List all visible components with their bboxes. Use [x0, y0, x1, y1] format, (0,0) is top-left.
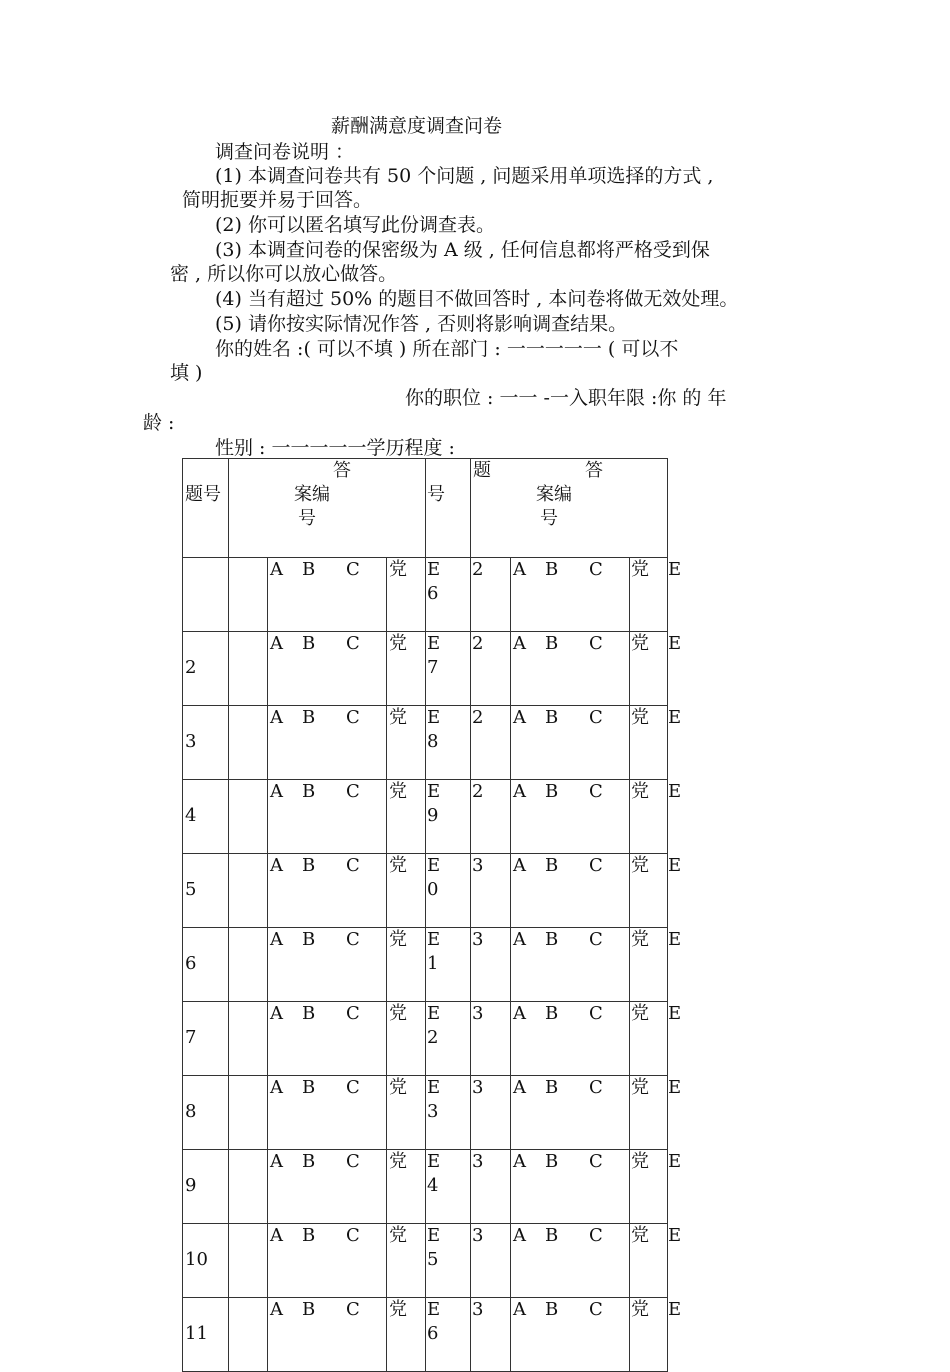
option-e: E — [427, 559, 441, 580]
option-b: B — [545, 1003, 559, 1024]
option-d: 党 — [631, 707, 649, 728]
question-number-right: 2 — [471, 706, 511, 780]
option-e-and-question-number — [426, 1002, 471, 1076]
option-b: B — [545, 929, 559, 950]
answer-blank — [229, 854, 268, 928]
answer-blank — [229, 928, 268, 1002]
header-qnum-bottom: 号 — [427, 484, 445, 505]
answer-options — [268, 1150, 387, 1224]
option-c: C — [589, 1077, 603, 1098]
option-a: A — [270, 1077, 283, 1098]
option-a: A — [513, 781, 526, 802]
option-b: B — [545, 633, 559, 654]
header-answer-number-right — [471, 459, 668, 558]
answer-options-right — [511, 1002, 630, 1076]
answer-blank — [229, 780, 268, 854]
option-b: B — [302, 1151, 316, 1172]
answer-options-right — [511, 854, 630, 928]
answer-options — [268, 1298, 387, 1372]
table-row — [183, 780, 668, 854]
answer-options-right — [511, 632, 630, 706]
intro-item-3-cont: 密 , 所以你可以放心做答。 — [170, 263, 398, 285]
option-e: E — [427, 633, 441, 654]
option-b: B — [545, 559, 559, 580]
table-row — [183, 1224, 668, 1298]
table-row — [183, 706, 668, 780]
option-c: C — [346, 929, 360, 950]
option-a: A — [513, 1077, 526, 1098]
question-number: 4 — [183, 780, 229, 854]
question-number-digit: 5 — [427, 1249, 439, 1270]
option-d: 党 — [631, 781, 649, 802]
name-department-field-cont: 填 ) — [170, 362, 203, 384]
question-number-right: 3 — [471, 1298, 511, 1372]
option-e: E — [668, 707, 682, 728]
option-a: A — [270, 929, 283, 950]
table-row — [183, 1298, 668, 1372]
answer-blank — [229, 558, 268, 632]
option-c: C — [346, 1077, 360, 1098]
option-d: 党 — [631, 1225, 649, 1246]
question-number: 9 — [183, 1150, 229, 1224]
option-e: E — [668, 1225, 682, 1246]
option-b: B — [302, 781, 316, 802]
answer-blank — [229, 1002, 268, 1076]
option-b: B — [545, 1225, 559, 1246]
option-d-right — [630, 928, 682, 1002]
option-c: C — [346, 559, 360, 580]
option-b: B — [302, 1003, 316, 1024]
option-b: B — [302, 929, 316, 950]
question-number-digit: 6 — [427, 1323, 439, 1344]
option-a: A — [270, 781, 283, 802]
option-b: B — [302, 1299, 316, 1320]
question-number-right: 2 — [471, 780, 511, 854]
answer-table — [182, 458, 682, 1372]
position-tenure-age-field: 你的职位 : 一一 -一入职年限 :你 的 年 — [405, 387, 727, 409]
option-b: B — [302, 633, 316, 654]
question-number-digit: 8 — [427, 731, 439, 752]
option-e: E — [668, 633, 682, 654]
answer-options — [268, 854, 387, 928]
option-e: E — [427, 929, 441, 950]
option-d-right — [630, 1224, 682, 1298]
question-number: 2 — [183, 632, 229, 706]
question-number-digit: 0 — [427, 879, 439, 900]
question-number-digit: 3 — [427, 1101, 439, 1122]
option-c: C — [589, 1299, 603, 1320]
option-d: 党 — [387, 928, 426, 1002]
option-c: C — [589, 633, 603, 654]
table-row — [183, 632, 668, 706]
option-d: 党 — [387, 1002, 426, 1076]
option-d: 党 — [387, 780, 426, 854]
option-a: A — [513, 929, 526, 950]
header-answer-line: 案编 — [294, 484, 330, 505]
question-number: 6 — [183, 928, 229, 1002]
option-b: B — [302, 707, 316, 728]
option-b: B — [545, 1151, 559, 1172]
option-a: A — [270, 559, 283, 580]
intro-heading: 调查问卷说明 ： — [215, 141, 355, 163]
age-field-cont: 龄 : — [143, 412, 175, 434]
question-number-right: 3 — [471, 1076, 511, 1150]
table-row — [183, 1002, 668, 1076]
option-b: B — [302, 1225, 316, 1246]
document-title: 薪酬满意度调查问卷 — [331, 115, 503, 137]
question-number-digit: 4 — [427, 1175, 439, 1196]
answer-blank — [229, 1224, 268, 1298]
option-a: A — [513, 855, 526, 876]
question-number: 5 — [183, 854, 229, 928]
intro-item-5: (5) 请你按实际情况作答 , 否则将影响调查结果。 — [215, 313, 628, 335]
option-e-and-question-number — [426, 780, 471, 854]
option-d: 党 — [387, 1298, 426, 1372]
option-c: C — [346, 1225, 360, 1246]
option-e: E — [668, 929, 682, 950]
option-d: 党 — [387, 1224, 426, 1298]
option-e: E — [668, 1077, 682, 1098]
question-number-right: 3 — [471, 1150, 511, 1224]
option-c: C — [589, 855, 603, 876]
option-b: B — [545, 1077, 559, 1098]
question-number-digit: 2 — [427, 1027, 439, 1048]
header-qnum-top: 题 — [473, 460, 491, 481]
answer-options-right — [511, 706, 630, 780]
answer-options — [268, 632, 387, 706]
option-a: A — [270, 633, 283, 654]
option-a: A — [270, 1225, 283, 1246]
option-a: A — [270, 1151, 283, 1172]
header-question-number-right — [426, 459, 491, 558]
option-e-and-question-number — [426, 706, 471, 780]
option-d-right — [630, 558, 682, 632]
option-d-right — [630, 1150, 682, 1224]
option-a: A — [513, 707, 526, 728]
answer-options — [268, 1002, 387, 1076]
answer-blank — [229, 1298, 268, 1372]
header-answer-line: 号 — [540, 508, 558, 529]
answer-options-right — [511, 1298, 630, 1372]
intro-item-2: (2) 你可以匿名填写此份调查表。 — [215, 214, 495, 236]
answer-options-right — [511, 928, 630, 1002]
option-e: E — [427, 1225, 441, 1246]
option-e: E — [427, 707, 441, 728]
table-header-row — [183, 459, 668, 558]
header-answer-line: 案编 — [536, 484, 572, 505]
option-c: C — [346, 1151, 360, 1172]
header-answer-line: 答 — [333, 460, 351, 481]
option-d-right — [630, 632, 682, 706]
table-row — [183, 558, 668, 632]
option-d: 党 — [631, 633, 649, 654]
option-d: 党 — [631, 929, 649, 950]
option-d-right — [630, 780, 682, 854]
question-number — [183, 558, 229, 632]
answer-options-right — [511, 780, 630, 854]
option-c: C — [346, 707, 360, 728]
intro-item-1: (1) 本调查问卷共有 50 个问题 , 问题采用单项选择的方式 , — [215, 165, 714, 187]
option-c: C — [589, 1151, 603, 1172]
option-c: C — [346, 855, 360, 876]
option-a: A — [270, 1299, 283, 1320]
option-d-right — [630, 1002, 682, 1076]
option-e: E — [668, 1299, 682, 1320]
answer-options-right — [511, 1224, 630, 1298]
answer-options — [268, 780, 387, 854]
answer-blank — [229, 1076, 268, 1150]
option-e: E — [427, 1077, 441, 1098]
option-e-and-question-number — [426, 1224, 471, 1298]
option-e-and-question-number — [426, 928, 471, 1002]
option-d: 党 — [387, 1150, 426, 1224]
option-e-and-question-number — [426, 854, 471, 928]
question-number: 11 — [183, 1298, 229, 1372]
option-e-and-question-number — [426, 1298, 471, 1372]
option-a: A — [270, 855, 283, 876]
option-c: C — [346, 781, 360, 802]
option-e: E — [668, 855, 682, 876]
option-c: C — [346, 633, 360, 654]
gender-education-field: 性别 : 一一一一一学历程度 : — [215, 437, 455, 459]
option-b: B — [545, 707, 559, 728]
option-a: A — [513, 559, 526, 580]
option-b: B — [545, 1299, 559, 1320]
option-c: C — [589, 707, 603, 728]
question-number: 10 — [183, 1224, 229, 1298]
option-d: 党 — [631, 1299, 649, 1320]
option-c: C — [589, 559, 603, 580]
option-e-and-question-number — [426, 1150, 471, 1224]
header-question-number: 题号 — [183, 459, 229, 558]
question-number-digit: 1 — [427, 953, 439, 974]
question-number-right: 3 — [471, 1002, 511, 1076]
table-row — [183, 928, 668, 1002]
option-a: A — [513, 633, 526, 654]
option-e-and-question-number — [426, 1076, 471, 1150]
header-answer-line: 答 — [585, 460, 603, 481]
intro-item-4: (4) 当有超过 50% 的题目不做回答时 , 本问卷将做无效处理。 — [215, 288, 739, 310]
question-number-right: 2 — [471, 558, 511, 632]
option-b: B — [545, 855, 559, 876]
option-d: 党 — [631, 1003, 649, 1024]
option-e: E — [668, 781, 682, 802]
option-b: B — [302, 559, 316, 580]
intro-item-1-cont: 简明扼要并易于回答。 — [182, 189, 373, 211]
question-number-right: 2 — [471, 632, 511, 706]
option-b: B — [302, 855, 316, 876]
question-number: 7 — [183, 1002, 229, 1076]
option-c: C — [589, 1003, 603, 1024]
answer-blank — [229, 1150, 268, 1224]
answer-blank — [229, 706, 268, 780]
option-e-and-question-number — [426, 632, 471, 706]
answer-options — [268, 706, 387, 780]
option-d-right — [630, 706, 682, 780]
answer-options — [268, 558, 387, 632]
option-d-right — [630, 1076, 682, 1150]
answer-options-right — [511, 1150, 630, 1224]
option-d: 党 — [387, 1076, 426, 1150]
option-c: C — [346, 1299, 360, 1320]
option-a: A — [513, 1151, 526, 1172]
header-answer-number — [229, 459, 426, 558]
name-department-field: 你的姓名 :( 可以不填 ) 所在部门 : 一一一一一 ( 可以不 — [215, 338, 679, 360]
answer-options-right — [511, 558, 630, 632]
option-a: A — [270, 1003, 283, 1024]
option-e-and-question-number — [426, 558, 471, 632]
answer-options — [268, 928, 387, 1002]
option-e: E — [668, 1003, 682, 1024]
table-row — [183, 854, 668, 928]
answer-options — [268, 1076, 387, 1150]
option-d: 党 — [387, 854, 426, 928]
question-number-digit: 6 — [427, 583, 439, 604]
option-d-right — [630, 854, 682, 928]
option-a: A — [513, 1225, 526, 1246]
option-b: B — [302, 1077, 316, 1098]
question-number-right: 3 — [471, 1224, 511, 1298]
option-d: 党 — [387, 706, 426, 780]
table-row — [183, 1150, 668, 1224]
option-d: 党 — [631, 559, 649, 580]
question-number: 8 — [183, 1076, 229, 1150]
option-a: A — [513, 1003, 526, 1024]
intro-item-3: (3) 本调查问卷的保密级为 A 级 , 任何信息都将严格受到保 — [215, 239, 710, 261]
option-a: A — [513, 1299, 526, 1320]
option-c: C — [589, 1225, 603, 1246]
question-number-right: 3 — [471, 854, 511, 928]
question-number-digit: 7 — [427, 657, 439, 678]
option-e: E — [668, 559, 682, 580]
option-c: C — [589, 929, 603, 950]
header-answer-line: 号 — [298, 508, 316, 529]
option-a: A — [270, 707, 283, 728]
option-e: E — [427, 1151, 441, 1172]
answer-options-right — [511, 1076, 630, 1150]
option-d-right — [630, 1298, 682, 1372]
option-e: E — [427, 855, 441, 876]
answer-blank — [229, 632, 268, 706]
option-d: 党 — [631, 1151, 649, 1172]
option-d: 党 — [631, 1077, 649, 1098]
question-number-digit: 9 — [427, 805, 439, 826]
option-d: 党 — [387, 632, 426, 706]
option-c: C — [346, 1003, 360, 1024]
question-number: 3 — [183, 706, 229, 780]
option-c: C — [589, 781, 603, 802]
option-d: 党 — [387, 558, 426, 632]
question-number-right: 3 — [471, 928, 511, 1002]
answer-options — [268, 1224, 387, 1298]
table-row — [183, 1076, 668, 1150]
option-e: E — [427, 781, 441, 802]
option-e: E — [427, 1299, 441, 1320]
option-b: B — [545, 781, 559, 802]
option-e: E — [427, 1003, 441, 1024]
option-e: E — [668, 1151, 682, 1172]
option-d: 党 — [631, 855, 649, 876]
